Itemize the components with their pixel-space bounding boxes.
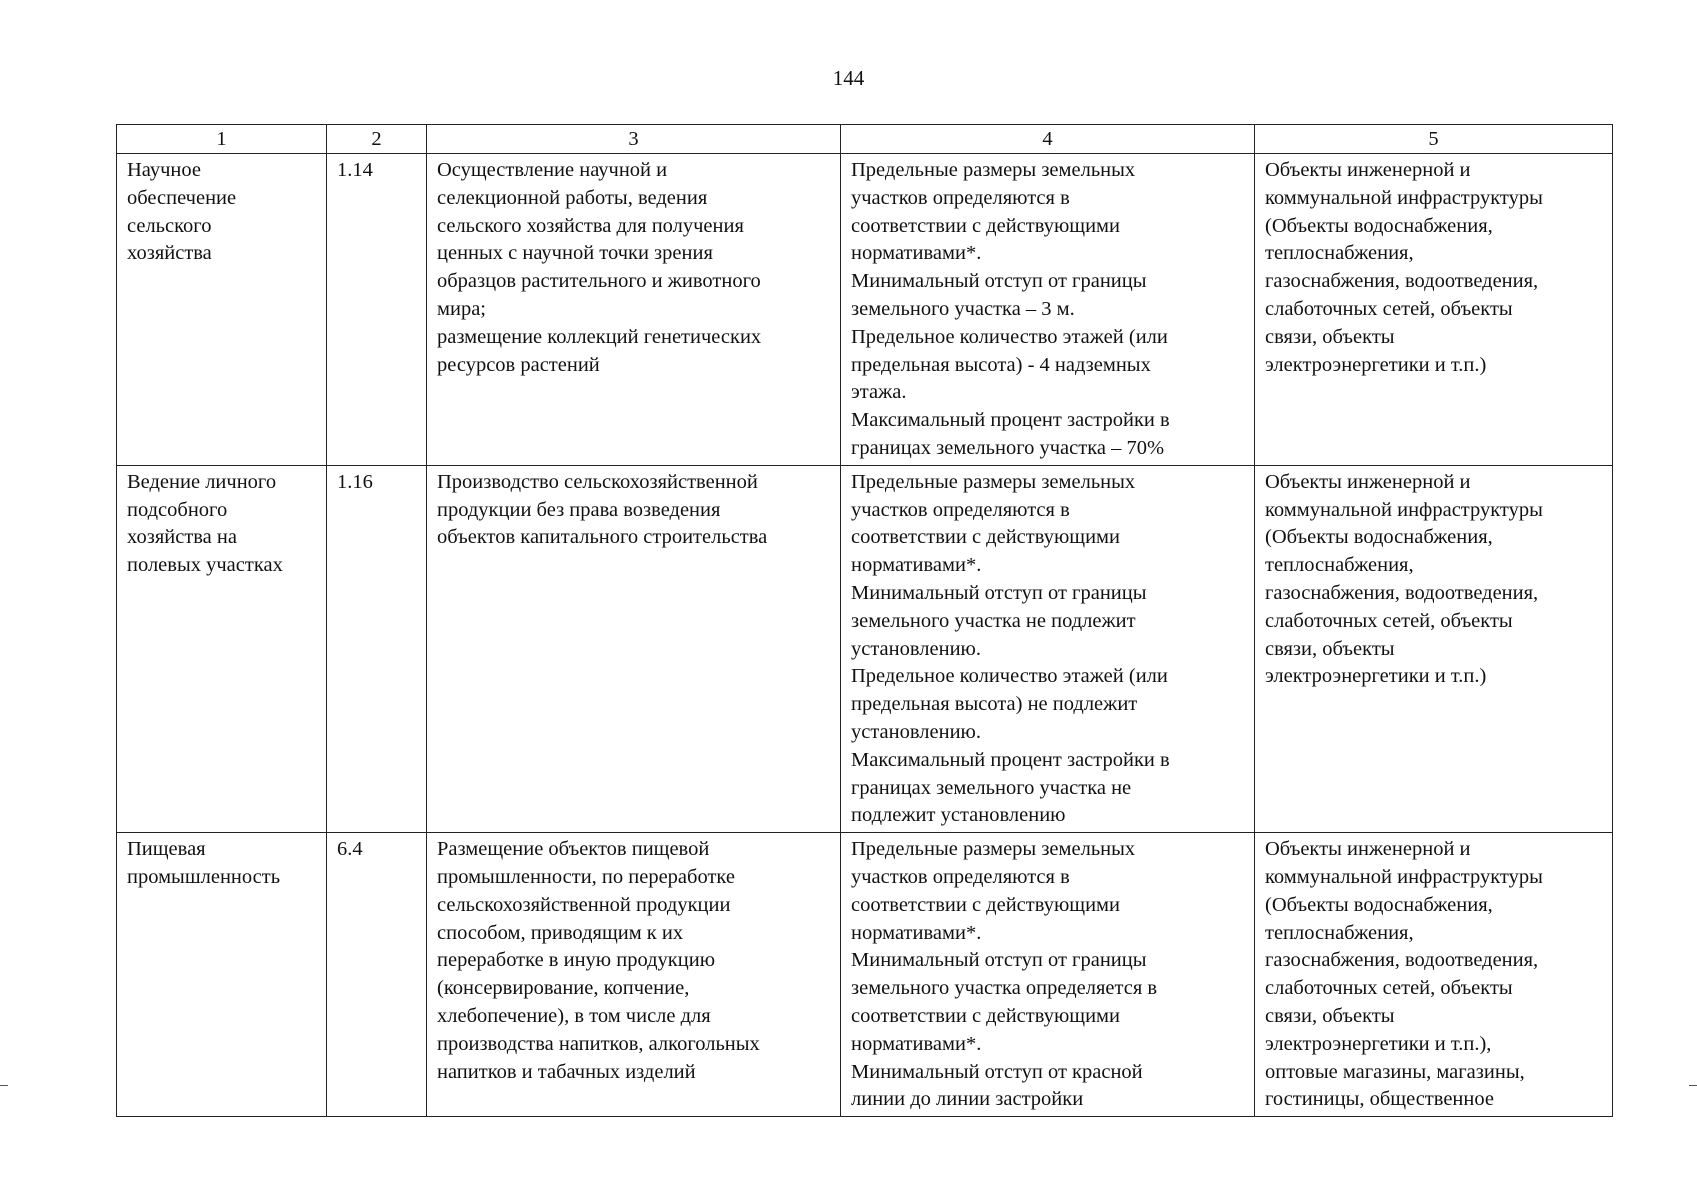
parameters-cell: Предельные размеры земельных участков определяются в соответствии с действующими нормативами*. Минимальный отступ от границы земельного участка определяется в соответствии с действующими нормативами*. Минимальный отступ от красной линии до линии застройки (841, 833, 1255, 1117)
table-header-row (117, 125, 1613, 154)
use-name-cell: Ведение личного подсобного хозяйства на полевых участках (117, 465, 327, 832)
column-header-4: 4 (841, 125, 1255, 154)
objects-cell: Объекты инженерной и коммунальной инфраструктуры (Объекты водоснабжения, теплоснабжения, газоснабжения, водоотведения, слаботочных сетей, объекты связи, объекты электроэнергетики и т.п.) (1255, 465, 1613, 832)
use-code-cell: 1.14 (327, 154, 427, 466)
column-header-1: 1 (117, 125, 327, 154)
use-code-cell: 6.4 (327, 833, 427, 1117)
left-edge-mark (0, 1085, 8, 1086)
column-header-5: 5 (1255, 125, 1613, 154)
parameters-cell: Предельные размеры земельных участков определяются в соответствии с действующими нормативами*. Минимальный отступ от границы земельного участка не подлежит установлению. Предельное количество этажей (или предельная высота) не подлежит установлению. Максимальный процент застройки в границах земельного участка не подлежит установлению (841, 465, 1255, 832)
use-description-cell: Размещение объектов пищевой промышленности, по переработке сельскохозяйственной продукции способом, приводящим к их переработке в иную продукцию (консервирование, копчение, хлебопечение), в том числе для производства напитков, алкогольных напитков и табачных изделий (427, 833, 841, 1117)
table-row (117, 833, 1613, 1117)
use-description-cell: Осуществление научной и селекционной работы, ведения сельского хозяйства для получения ценных с научной точки зрения образцов растительного и животного мира; размещение коллекций генетических ресурсов растений (427, 154, 841, 466)
column-header-3: 3 (427, 125, 841, 154)
table-row (117, 465, 1613, 832)
use-description-cell: Производство сельскохозяйственной продукции без права возведения объектов капитального строительства (427, 465, 841, 832)
right-edge-mark (1689, 1085, 1697, 1086)
land-use-table (116, 124, 1613, 1117)
column-header-2: 2 (327, 125, 427, 154)
parameters-cell: Предельные размеры земельных участков определяются в соответствии с действующими нормативами*. Минимальный отступ от границы земельного участка – 3 м. Предельное количество этажей (или предельная высота) - 4 надземных этажа. Максимальный процент застройки в границах земельного участка – 70% (841, 154, 1255, 466)
table-row (117, 154, 1613, 466)
use-name-cell: Научное обеспечение сельского хозяйства (117, 154, 327, 466)
objects-cell: Объекты инженерной и коммунальной инфраструктуры (Объекты водоснабжения, теплоснабжения, газоснабжения, водоотведения, слаботочных сетей, объекты связи, объекты электроэнергетики и т.п.), оптовые магазины, магазины, гостиницы, общественное (1255, 833, 1613, 1117)
page-number: 144 (832, 66, 865, 90)
objects-cell: Объекты инженерной и коммунальной инфраструктуры (Объекты водоснабжения, теплоснабжения, газоснабжения, водоотведения, слаботочных сетей, объекты связи, объекты электроэнергетики и т.п.) (1255, 154, 1613, 466)
use-code-cell: 1.16 (327, 465, 427, 832)
use-name-cell: Пищевая промышленность (117, 833, 327, 1117)
